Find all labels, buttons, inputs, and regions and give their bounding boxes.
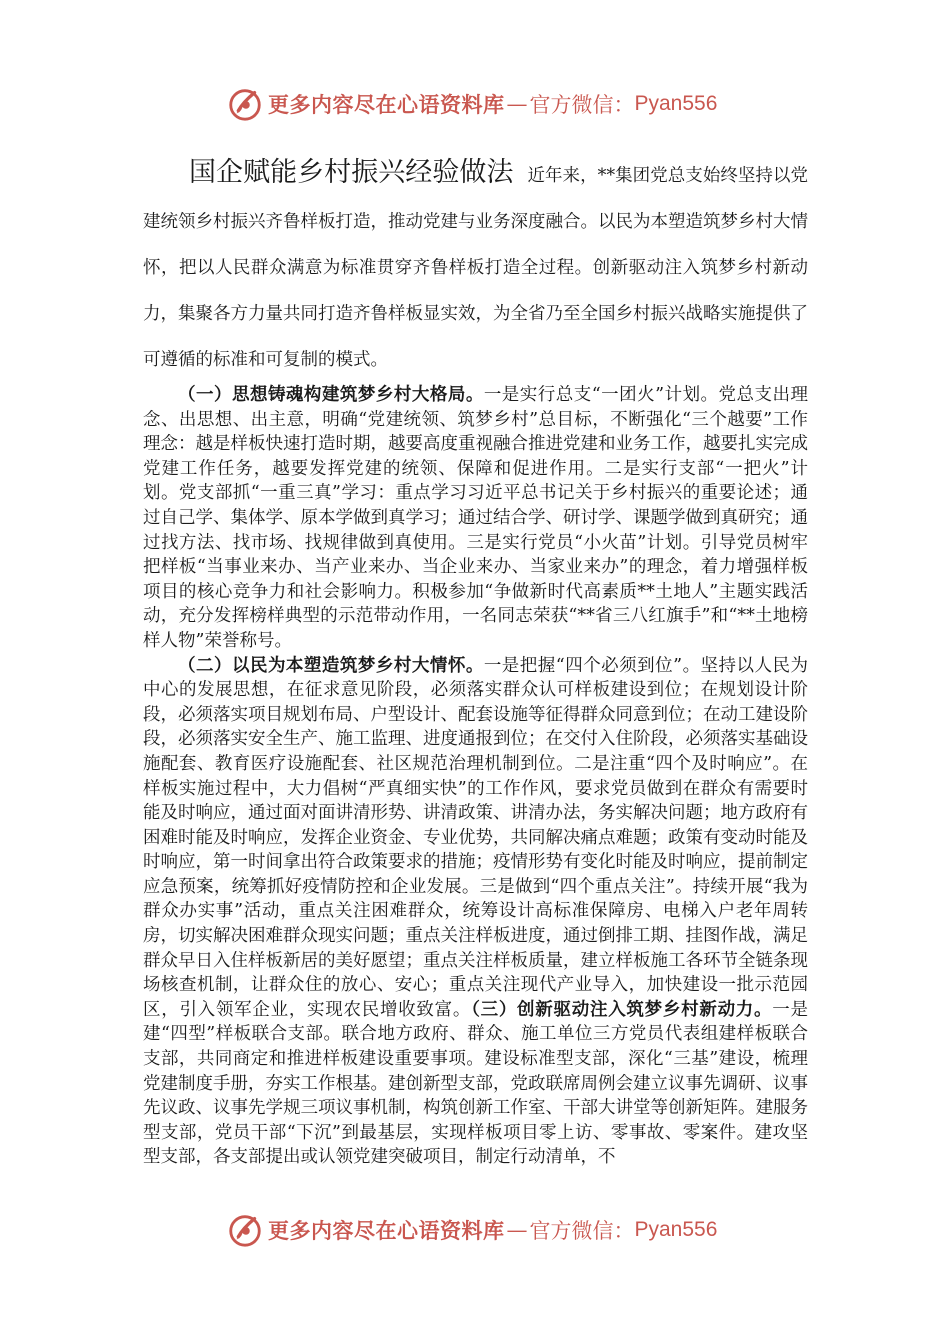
section-2-paragraph	[143, 654, 808, 1170]
banner-wechat-label: 官方微信：	[529, 1219, 635, 1243]
section-2-body: 一是把握“四个必须到位”。坚持以人民为中心的发展思想，在征求意见阶段，必须落实群众认可样板建设到位；在规划设计阶段，必须落实项目规划布局、户型设计、配套设施等征得群众同意到位；在动工建设阶段，必须落实安全生产、施工监理、进度通报到位；在交付入住阶段，必须落实基础设施配套、教育医疗设施配套、社区规范治理机制到位。二是注重“四个及时响应”。在样板实施过程中，大力倡树“严真细实快”的工作作风，要求党员做到在群众有需要时能及时响应，通过面对面讲清形势、讲清政策、讲清办法，务实解决问题；地方政府有困难时能及时响应，发挥企业资金、专业优势，共同解决痛点难题；政策有变动时能及时响应，第一时间拿出符合政策要求的措施；疫情形势有变化时能及时响应，提前制定应急预案，统筹抓好疫情防控和企业发展。三是做到“四个重点关注”。持续开展“我为群众办实事”活动，重点关注困难群众，统筹设计高标准保障房、电梯入户老年周转房，切实解决困难群众现实问题；重点关注样板进度，通过倒排工期、挂图作战，满足群众早日入住样板新居的美好愿望；重点关注样板质量，建立样板施工各环节全链条现场核查机制，让群众住的放心、安心；重点关注现代产业导入，加快建设一批示范园区，引入领军企业，实现农民增收致富。	[143, 655, 808, 1020]
banner-wechat-id: Pyan556	[634, 92, 718, 115]
banner-wechat-label: 官方微信：	[529, 93, 635, 117]
brush-logo-icon	[226, 1211, 264, 1249]
intro-text: 近年来，**集团党总支始终坚持以党建统领乡村振兴齐鲁样板打造，推动党建与业务深度融合。以民为本塑造筑梦乡村大情怀，把以人民群众满意为标准贯穿齐鲁样板打造全过程。创新驱动注入筑梦乡村新动力，集聚各方力量共同打造齐鲁样板显实效，为全省乃至全国乡村振兴战略实施提供了可遵循的标准和可复制的模式。	[143, 166, 809, 370]
section-1-paragraph	[143, 383, 808, 654]
footer-banner	[226, 1210, 746, 1250]
section-1-body: 一是实行总支“一团火”计划。党总支出理念、出思想、出主意，明确“党建统领、筑梦乡村”总目标，不断强化“三个越要”工作理念：越是样板快速打造时期，越要高度重视融合推进党建和业务工作，越要扎实完成党建工作任务，越要发挥党建的统领、保障和促进作用。二是实行支部“一把火”计划。党支部抓“一重三真”学习：重点学习习近平总书记关于乡村振兴的重要论述；通过自己学、集体学、原本学做到真学习；通过结合学、研讨学、课题学做到真研究；通过找方法、找市场、找规律做到真使用。三是实行党员“小火苗”计划。引导党员树牢把样板“当事业来办、当产业来办、当企业来办、当家业来办”的理念，着力增强样板项目的核心竞争力和社会影响力。积极参加“争做新时代高素质**土地人”主题实践活动，充分发挥榜样典型的示范带动作用，一名同志荣获“**省三八红旗手”和“**土地榜样人物”荣誉称号。	[143, 385, 808, 651]
section-1-heading: （一）思想铸魂构建筑梦乡村大格局。	[178, 385, 484, 405]
banner-text: 更多内容尽在心语资料库	[268, 1218, 505, 1243]
document-body	[143, 150, 808, 1170]
banner-dash: —	[506, 92, 528, 116]
section-2-heading: （二）以民为本塑造筑梦乡村大情怀。	[178, 655, 484, 676]
intro-paragraph	[143, 150, 808, 383]
banner-dash: —	[506, 1218, 528, 1242]
section-3-body: 一是建“四型”样板联合支部。联合地方政府、群众、施工单位三方党员代表组建样板联合支部，共同商定和推进样板建设重要事项。建设标准型支部，深化“三基”建设，梳理党建制度手册，夯实工作根基。建创新型支部，党政联席周例会建立议事先调研、议事先议政、议事先学规三项议事机制，构筑创新工作室、干部大讲堂等创新矩阵。建服务型支部，党员干部“下沉”到最基层，实现样板项目零上访、零事故、零案件。建攻坚型支部，各支部提出或认领党建突破项目，制定行动清单，不	[143, 999, 809, 1168]
banner-wechat-id: Pyan556	[634, 1218, 718, 1241]
banner-text: 更多内容尽在心语资料库	[268, 92, 505, 117]
header-banner	[226, 84, 746, 124]
section-3-heading: （三）创新驱动注入筑梦乡村新动力。	[471, 999, 773, 1020]
brush-logo-icon	[226, 85, 264, 123]
page-title: 国企赋能乡村振兴经验做法	[189, 157, 514, 188]
